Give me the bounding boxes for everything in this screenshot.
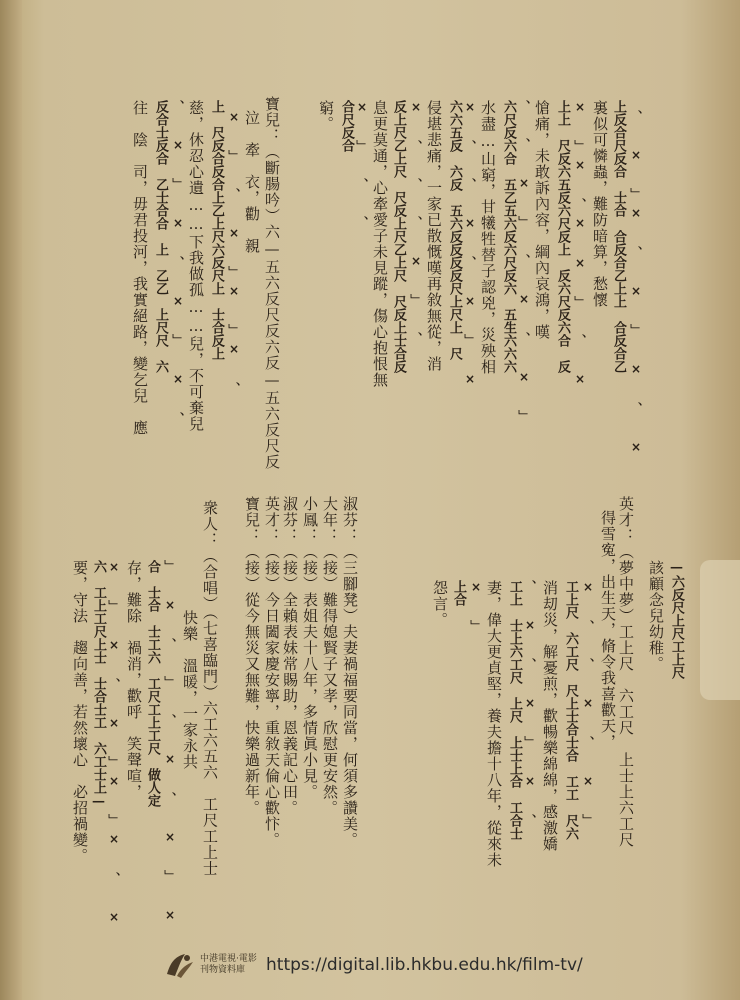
cont-marks-column: × 」 [469, 580, 483, 638]
bottom-lyric-column: 小鳳：（接）表姐夫十八年，多情眞小見。 [301, 496, 319, 800]
bottom-marks-column: × 」 × 、 × 」× 」× 、 × [107, 560, 121, 930]
top-lyric-column: 慈，休忍心遺……下我做孤……兒，不可棄兒 [187, 100, 205, 432]
bottom-lyric-column: 淑芬：（三腳凳）夫妻禍福要同當，何須多讚美。 [341, 496, 359, 848]
top-notes-column: 合尺反合 [339, 100, 354, 152]
bottom-notes-column: 六 工上工尺上士 士合士工 六工士上— [91, 560, 106, 809]
top-notes-column: 上上 尺反六五反六尺反上 反六尺反六合 反 [555, 100, 570, 373]
top-lyric-column: 侵堪悲痛，一家已散慨嘆再敘無從，消 [425, 100, 443, 372]
cont-notes-column: 工上尺 六工尺 尺上士合士合 工工 尺六 [563, 580, 578, 840]
bottom-lyric-column: 大年：（接）難得媳賢子又孝，欣慰更安然。 [321, 496, 339, 816]
cont-lyric-column: 怨言。 [431, 580, 449, 628]
top-marks-column: × 」 、 、 [355, 100, 369, 234]
bottom-lyric-column: 快樂 溫暖，一家永共 [181, 610, 199, 770]
cont-lyric-column: 該顧念兒幼稚。 [647, 560, 665, 672]
cont-marks-column: × 、 、 × 、 × 」 [581, 580, 595, 832]
top-marks-column: 、 × 」× 、 × 」 × 、 × [629, 110, 643, 460]
top-lyric-column: 寶兒：（斷腸吟）六—五六反尺反六反—五六反尺反 [263, 96, 281, 470]
top-notes-column: 六六五反 六反 五六反反反反尺上尺上 尺 [447, 100, 462, 360]
bottom-notes-column: 合 士合 士工六 工尺工上工尺 做人定 [145, 560, 160, 807]
top-notes-column: 上反合尺反合 士合 合反合乙上上 合反合乙 [611, 100, 626, 373]
top-notes-column: 反合士反合 乙士合合 上 乙乙 上尺尺 六 [153, 100, 168, 373]
top-marks-column: × 」× 、× × 」 、 × [573, 100, 587, 392]
paper-stain [700, 560, 740, 700]
top-lyric-column: 泣 牽 衣，勸 親 [243, 110, 261, 254]
top-lyric-column: 窮。 [317, 100, 335, 132]
library-logo-icon [160, 948, 198, 982]
cont-lyric-column: 妻，偉大更貞堅，養夫擔十八年，從來未 [485, 580, 503, 868]
top-notes-column: 反上尺乙上尺 尺反上尺乙上尺 尺反上士合反 [391, 100, 406, 373]
cont-notes-column: 上合 [451, 580, 466, 606]
top-marks-column: × 、 、 × 、 × 」 × [463, 100, 477, 392]
cont-marks-column: 、 × 、 × 」 × 、 [523, 580, 537, 832]
cont-lyric-column: 得雪寃，出生天，脩令我喜歡天， [599, 510, 617, 750]
bottom-lyric-column: 淑芬：（接）全賴表妹常賜助，恩義記心田。 [281, 496, 299, 816]
top-lyric-column: 息更莫通，心牽愛子未見蹤，傷心抱恨無 [371, 100, 389, 388]
cont-lyric-column: 英才：（夢中夢）工上尺 六工尺 上士上六工尺 [617, 496, 635, 848]
top-marks-column: × 、 、 、 × 」 、 [409, 100, 423, 350]
top-marks-column: × 」 、 × 」× 」× 、 [227, 110, 241, 400]
bottom-lyric-column: 衆人：（合唱）（七喜臨門）六工六五六 工尺工上士 [201, 500, 219, 877]
logo-text [200, 954, 262, 976]
bottom-lyric-column: 要，守法 趨向善，若然壞心 必招禍變。 [71, 560, 89, 864]
top-marks-column: 、 × 」 × 、 × 」 × 、 [171, 100, 185, 430]
bottom-lyric-column: 存，難除 禍消，歡呼 笑聲喧， [125, 560, 143, 800]
footer-watermark [160, 946, 600, 984]
top-lyric-column: 愴痛，未敢訴內容，綱內哀鴻，嘆 [533, 100, 551, 340]
source-url: https://digital.lib.hkbu.edu.hk/film-tv/ [266, 955, 583, 975]
top-lyric-column: 往 陰 司，毋君投河，我實絕路，變乞兒 應 [131, 100, 149, 436]
cont-notes-column: 工上 士上六工尺 上尺 上士上合 工合士 [507, 580, 522, 840]
top-notes-column: 六尺反六合 五乙五六反六尺反六 五生六六六 [501, 100, 516, 373]
bottom-marks-column: 」 × 、 」 、 × 、 × 」 × [163, 560, 177, 928]
top-lyric-column: 裏似可憐蟲，難防暗算，愁懷 [591, 100, 609, 308]
bottom-lyric-column: 英才：（接）今日闔家慶安寧，重敘天倫心歡忭。 [263, 496, 281, 848]
binding-edge [0, 0, 22, 1000]
logo-line-2: 刊物資料庫 [200, 965, 246, 975]
top-lyric-column: 水盡…山窮，甘犧牲替子認兇，災殃相 [479, 100, 497, 375]
top-marks-column: 、 、 × 」 、 × 、 × 」 [517, 100, 531, 428]
logo-line-1: 中港電視·電影 [200, 954, 257, 964]
cont-lyric-column: 消刧災，解憂煎，歡暢樂綿綿，感激嬌 [541, 580, 559, 852]
bottom-lyric-column: 寶兒：（接）從今無災又無難，快樂過新年。 [243, 496, 261, 816]
top-notes-column: 上 尺反合反合上乙上尺六反尺上 士合反上 [209, 100, 224, 360]
cont-notes-column: —六反尺上尺工上尺 [669, 560, 684, 679]
